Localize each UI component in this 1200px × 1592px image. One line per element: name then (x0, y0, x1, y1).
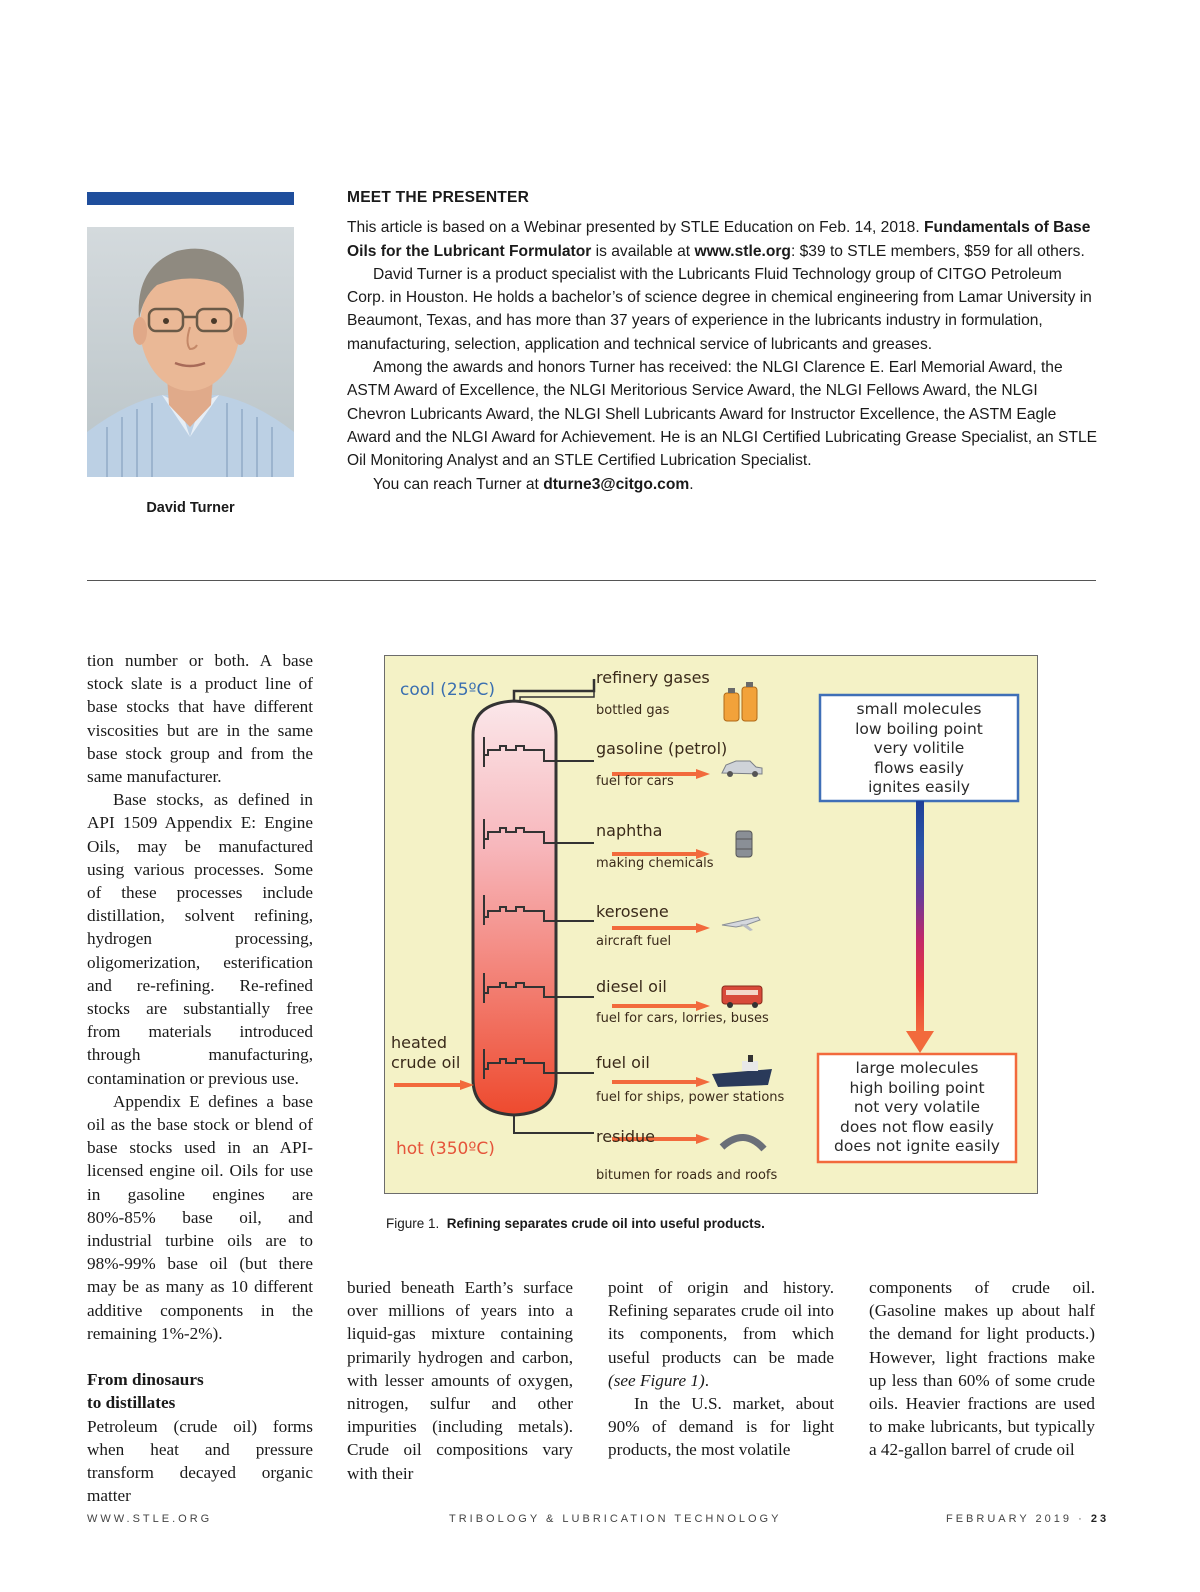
figure-refining-diagram (384, 655, 1038, 1194)
subheading-line-1: From dinosaurs (87, 1370, 204, 1390)
footer-separator: · (1078, 1513, 1085, 1525)
paragraph: tion number or both. A base stock slate is a product line of base stocks that have different viscosities but are in the same base stock group and from the same manufacturer. (87, 651, 313, 787)
box-bottom-line: does not ignite easily (834, 1137, 1000, 1155)
webinar-title: Fundamentals of Base Oils for the Lubricant Formulator (347, 219, 1091, 260)
paragraph-end: . (704, 1370, 710, 1390)
footer-issue (946, 1513, 1109, 1525)
product-name-diesel: diesel oil (596, 977, 667, 996)
box-top-line: flows easily (874, 759, 964, 777)
stle-link[interactable]: www.stle.org (694, 242, 791, 260)
box-top-line: very volitile (873, 739, 965, 757)
hot-label: hot (350ºC) (396, 1139, 495, 1159)
paragraph: In the U.S. market, about 90% of demand is for light products, the most volatile (608, 1394, 834, 1460)
page-number: 23 (1090, 1513, 1110, 1525)
paragraph (608, 1276, 834, 1392)
property-gradient-bar (916, 801, 924, 1031)
contact-text: You can reach Turner at (373, 475, 544, 493)
product-name-fuel-oil: fuel oil (596, 1053, 650, 1072)
box-bottom-line: high boiling point (849, 1079, 985, 1097)
paragraph: Base stocks, as defined in API 1509 Appendix E: Engine Oils, may be manufactured using various processes. Some of these processes include distillation, solvent refining, hydrogen processing, oligomerization, esterification and re-refining. Re-refined stocks are substantially free from materials introduced through manufacturing, contamination or previous use. (87, 790, 313, 1088)
cool-label: cool (25ºC) (400, 680, 496, 700)
product-name-refinery-gases: refinery gases (596, 668, 710, 687)
barrel-icon (736, 831, 752, 857)
section-accent-bar (87, 192, 294, 205)
box-top-line: low boiling point (855, 720, 983, 738)
paragraph: components of crude oil. (Gasoline makes up about half the demand for light products.) However, light fractions make up less than 60% of some crude oils. Heavier fractions are used to make lubricants, but typically a 42-gallon barrel of crude oil (869, 1278, 1095, 1460)
product-use-diesel: fuel for cars, lorries, buses (596, 1011, 769, 1026)
footer-publication: TRIBOLOGY & LUBRICATION TECHNOLOGY (449, 1513, 782, 1525)
distillation-tower (473, 701, 556, 1115)
paragraph-text: point of origin and history. Refining separates crude oil into its components, from which useful products can be made (608, 1278, 834, 1367)
product-use-fuel-oil: fuel for ships, power stations (596, 1090, 785, 1105)
presenter-intro (347, 216, 1099, 263)
footer-date: FEBRUARY 2019 (946, 1513, 1073, 1525)
intro-text-2: is available at (591, 242, 695, 260)
presenter-bio: David Turner is a product specialist with the Lubricants Fluid Technology group of CITGO Petroleum Corp. in Houston. He holds a bachelor’s of science degree in chemical engineering from Lamar University in Beaumont, Texas, and has more than 37 years of experience in the lubricants industry in formulation, manufacturing, selection, application and technical service of lubricants and greases. (347, 265, 1092, 353)
presenter-contact (347, 473, 1099, 496)
box-bottom-line: large molecules (855, 1059, 979, 1077)
section-divider (87, 580, 1096, 581)
meet-the-presenter-box (347, 186, 1099, 496)
box-top-line: ignites easily (868, 778, 970, 796)
presenter-portrait-image (87, 227, 294, 477)
heated-label-2: crude oil (391, 1053, 461, 1072)
figure-reference: (see Figure 1) (608, 1370, 705, 1390)
intro-text: This article is based on a Webinar presented by STLE Education on Feb. 14, 2018. (347, 219, 925, 237)
photo-caption: David Turner (146, 500, 235, 516)
product-use-bottled-gas: bottled gas (596, 703, 670, 718)
footer-website: WWW.STLE.ORG (87, 1513, 213, 1525)
box-bottom-line: not very volatile (853, 1098, 981, 1116)
article-column-3 (608, 1276, 834, 1462)
heated-label-1: heated (391, 1033, 448, 1052)
contact-email-link[interactable]: dturne3@citgo.com (543, 475, 690, 493)
article-column-4 (869, 1276, 1095, 1462)
article-column-1 (87, 649, 313, 1507)
figure-caption (386, 1216, 765, 1231)
box-top-line: small molecules (856, 700, 982, 718)
product-use-fuel-for-cars: fuel for cars (596, 774, 674, 789)
figure-caption-text: Refining separates crude oil into useful products. (446, 1216, 765, 1231)
article-column-2 (347, 1276, 573, 1485)
intro-price: : $39 to STLE members, $59 for all others. (790, 242, 1085, 260)
product-use-chemicals: making chemicals (596, 856, 714, 871)
product-name-gasoline: gasoline (petrol) (596, 739, 728, 758)
presenter-heading: MEET THE PRESENTER (347, 189, 530, 206)
contact-period: . (689, 475, 694, 493)
box-bottom-line: does not flow easily (840, 1118, 994, 1136)
product-name-residue: residue (596, 1127, 655, 1146)
distillation-column-diagram (384, 655, 1038, 1194)
product-name-kerosene: kerosene (596, 902, 669, 921)
product-use-bitumen: bitumen for roads and roofs (596, 1168, 778, 1183)
paragraph: Petroleum (crude oil) forms when heat and pressure transform decayed organic matter (87, 1416, 313, 1506)
presenter-photo (87, 227, 294, 477)
presenter-awards: Among the awards and honors Turner has received: the NLGI Clarence E. Earl Memorial Award, the ASTM Award of Excellence, the NLGI Meritorious Service Award, the NLGI Fellows Award, the NLGI Chevron Lubricants Award, the NLGI Shell Lubricants Award for Instructor Excellence, the ASTM Eagle Award and the NLGI Award for Achievement. He is an NLGI Certified Lubricating Grease Specialist, an STLE Oil Monitoring Analyst and an STLE Certified Lubrication Specialist. (347, 359, 1098, 470)
subheading-line-2: to distillates (87, 1393, 176, 1413)
figure-label: Figure 1. (386, 1216, 440, 1231)
spacer (87, 1345, 313, 1368)
product-use-aircraft-fuel: aircraft fuel (596, 934, 672, 949)
paragraph: buried beneath Earth’s surface over millions of years into a liquid-gas mixture containing primarily hydrogen and carbon, with lesser amounts of oxygen, nitrogen, sulfur and other impurities (including metals). Crude oil compositions vary with their (347, 1278, 573, 1483)
paragraph: Appendix E defines a base oil as the base stock or blend of base stocks used in an API-licensed engine oil. Oils for use in gasoline engines are 80%-85% base oil, and industrial turbine oils are to 98%-99% base oil (but there may be as many as 10 different additive components in the remaining 1%-2%). (87, 1091, 313, 1343)
product-name-naphtha: naphtha (596, 821, 663, 840)
